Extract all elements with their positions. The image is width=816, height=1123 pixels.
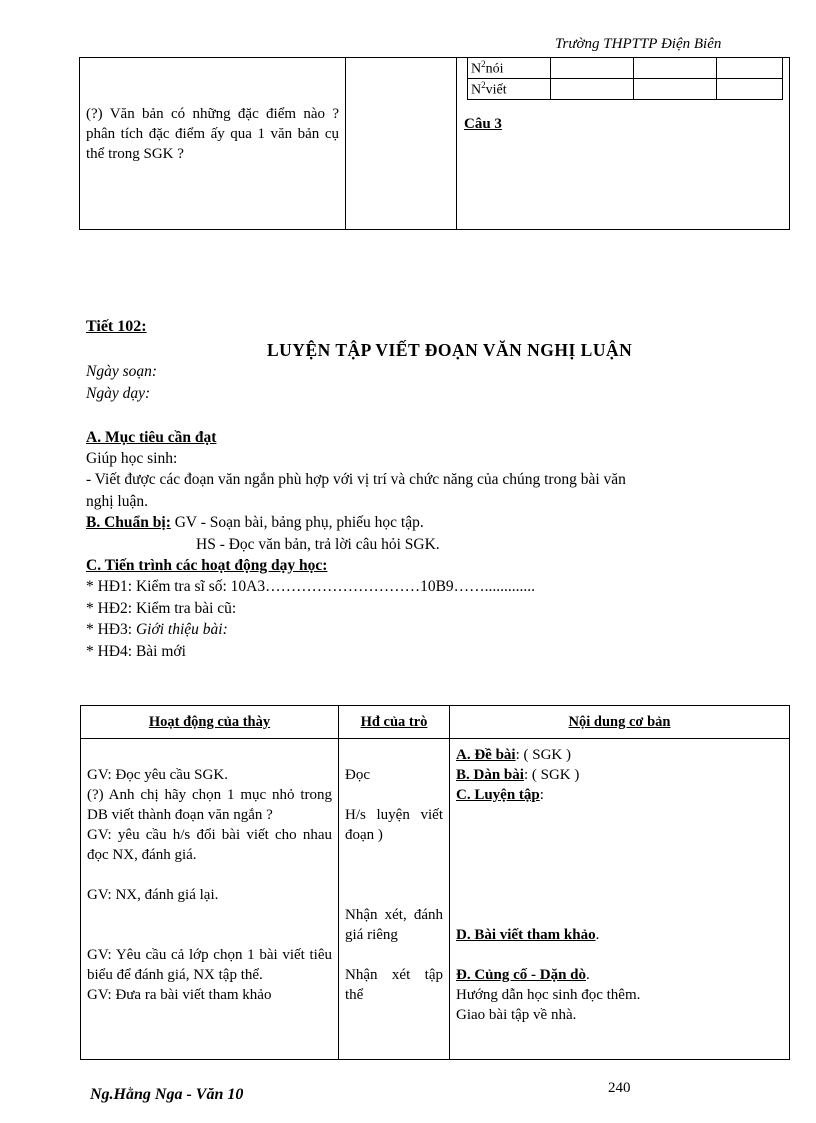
section-a-line2: nghị luận. xyxy=(86,493,148,510)
section-b-heading: B. Chuẩn bị: xyxy=(86,514,171,531)
section-b xyxy=(86,514,424,532)
header-teacher: Hoạt động của thày xyxy=(81,706,339,739)
dan-bai: B. Dàn bài: ( SGK ) xyxy=(456,767,580,783)
mini-row xyxy=(468,58,783,79)
cau3-heading: Câu 3 xyxy=(464,116,502,132)
hd3: * HĐ3: Giới thiệu bài: xyxy=(86,621,228,638)
section-a-heading: A. Mục tiêu cần đạt xyxy=(86,429,217,446)
page-number: 240 xyxy=(608,1080,631,1096)
section-b-gv: GV - Soạn bài, bảng phụ, phiếu học tập. xyxy=(174,514,424,531)
ngay-soan: Ngày soạn: xyxy=(86,363,158,380)
mini-row-label: $N^2nói$ xyxy=(468,58,551,79)
lesson-number: Tiết 102: xyxy=(86,318,147,335)
top-question-table xyxy=(79,57,790,230)
bai-viet-tham-khao: D. Bài viết tham khảo. xyxy=(456,927,600,943)
section-a-line1: - Viết được các đoạn văn ngắn phù hợp với vị trí và chức năng của chúng trong bài văn xyxy=(86,471,626,488)
header-content: Nội dung cơ bản xyxy=(450,706,790,739)
activity-table xyxy=(80,705,790,1060)
header-school-name: Trường THPTTP Điện Biên xyxy=(555,36,722,52)
student-column: Đọc H/s luyện viết đoạn ) Nhận xét, đánh giá riêng Nhận xét tập thể xyxy=(339,739,450,1060)
answer-cell xyxy=(457,58,790,230)
question-cell xyxy=(80,58,346,230)
content-column: A. Đề bài: ( SGK ) B. Dàn bài: ( SGK ) C. Luyện tập: D. Bài viết tham khảo. Đ. Củng cố - Dặn dò. Hướng dẫn học sinh đọc thêm. Giao bài tập về nhà. xyxy=(450,739,790,1060)
activity-header-row xyxy=(81,706,790,739)
cung-co: Đ. Củng cố - Dặn dò. xyxy=(456,967,590,983)
mini-row xyxy=(468,79,783,100)
mini-row-label: $N^2viết$ xyxy=(468,79,551,100)
section-c-heading: C. Tiến trình các hoạt động dạy học: xyxy=(86,557,328,574)
empty-cell xyxy=(346,58,457,230)
lesson-title: LUYỆN TẬP VIẾT ĐOẠN VĂN NGHỊ LUẬN xyxy=(267,340,633,360)
de-bai: A. Đề bài: ( SGK ) xyxy=(456,747,572,763)
hd2: * HĐ2: Kiểm tra bài cũ: xyxy=(86,600,237,617)
section-a-intro: Giúp học sinh: xyxy=(86,450,178,467)
hd4: * HĐ4: Bài mới xyxy=(86,643,186,660)
mini-table xyxy=(467,58,783,100)
activity-body-row xyxy=(81,739,790,1060)
teacher-column: GV: Đọc yêu cầu SGK. (?) Anh chị hãy chọn 1 mục nhỏ trong DB viết thành đoạn văn ngắn ? GV: yêu cầu h/s đổi bài viết cho nhau đọc NX, đánh giá. GV: NX, đánh giá lại. GV: Yêu cầu cả lớp chọn 1 bài viết tiêu biểu để đánh giá, NX tập thể. GV: Đưa ra bài viết tham khảo xyxy=(81,739,339,1060)
luyen-tap: C. Luyện tập: xyxy=(456,787,544,803)
footer-author: Ng.Hằng Nga - Văn 10 xyxy=(90,1086,244,1103)
ngay-day: Ngày dạy: xyxy=(86,385,151,402)
hd1: * HĐ1: Kiểm tra sĩ số: 10A3…………………………10B9……............. xyxy=(86,578,536,595)
question-text: (?) Văn bản có những đặc điểm nào ? phân tích đặc điểm ấy qua 1 văn bản cụ thể trong SGK ? xyxy=(86,106,339,162)
section-b-hs: HS - Đọc văn bản, trả lời câu hỏi SGK. xyxy=(196,536,440,553)
header-student: Hđ của trò xyxy=(339,706,450,739)
